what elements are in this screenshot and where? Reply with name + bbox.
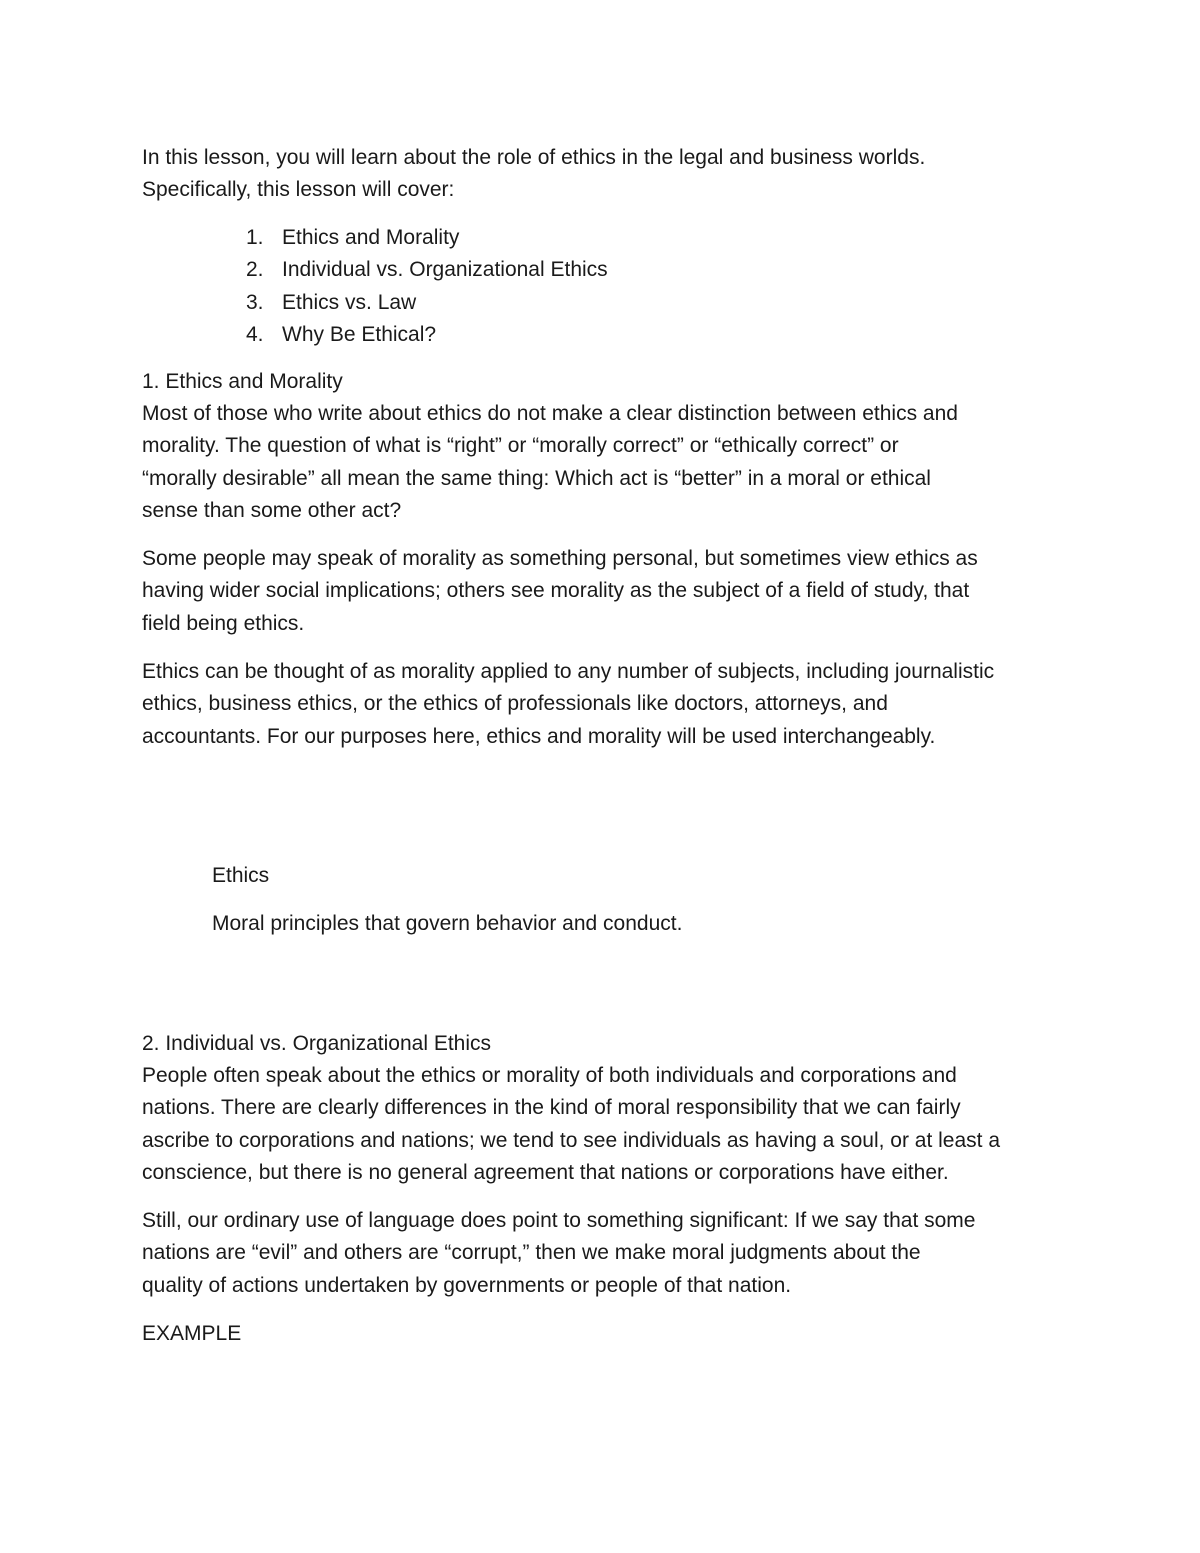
list-number: 3. (246, 290, 264, 314)
section-heading: 2. Individual vs. Organizational Ethics (142, 1032, 492, 1055)
list-number: 4. (246, 323, 264, 347)
paragraph-line: nations. There are clearly differences in the kind of moral responsibility that we can fairly (142, 1096, 961, 1120)
paragraph (142, 543, 1072, 640)
lesson-outline-list (246, 222, 608, 352)
paragraph-line: ascribe to corporations and nations; we tend to see individuals as having a soul, or at least a (142, 1128, 1001, 1152)
intro-line: Specifically, this lesson will cover: (142, 178, 455, 202)
example-label: EXAMPLE (142, 1322, 242, 1345)
paragraph (142, 656, 1072, 753)
section-heading: 1. Ethics and Morality (142, 370, 343, 393)
paragraph-line: sense than some other act? (142, 499, 402, 523)
list-item (246, 254, 608, 286)
paragraph-line: ethics, business ethics, or the ethics of professionals like doctors, attorneys, and (142, 692, 888, 716)
definition-term: Ethics (212, 864, 270, 887)
paragraph (142, 398, 1072, 528)
paragraph-line: nations are “evil” and others are “corrupt,” then we make moral judgments about the (142, 1241, 921, 1265)
paragraph-line: quality of actions undertaken by governments or people of that nation. (142, 1273, 792, 1297)
list-item (246, 319, 608, 351)
paragraph-line: accountants. For our purposes here, ethics and morality will be used interchangeably. (142, 724, 936, 748)
list-item (246, 287, 608, 319)
paragraph-line: conscience, but there is no general agreement that nations or corporations have either. (142, 1161, 949, 1185)
paragraph-line: Still, our ordinary use of language does point to something significant: If we say that some (142, 1209, 976, 1232)
definition-text: Moral principles that govern behavior and conduct. (212, 912, 683, 935)
list-number: 1. (246, 226, 264, 249)
list-number: 2. (246, 258, 264, 282)
paragraph-line: Some people may speak of morality as something personal, but sometimes view ethics as (142, 547, 978, 570)
paragraph-line: morality. The question of what is “right” or “morally correct” or “ethically correct” or (142, 434, 899, 458)
paragraph-line: field being ethics. (142, 611, 305, 635)
paragraph (142, 1205, 1072, 1302)
paragraph-line: Ethics can be thought of as morality applied to any number of subjects, including journalistic (142, 660, 995, 683)
list-item-label: Ethics vs. Law (282, 290, 417, 314)
paragraph-line: “morally desirable” all mean the same thing: Which act is “better” in a moral or ethical (142, 466, 931, 490)
list-item (246, 222, 608, 254)
list-item-label: Why Be Ethical? (282, 323, 437, 347)
intro-line: In this lesson, you will learn about the role of ethics in the legal and business worlds. (142, 146, 926, 169)
list-item-label: Ethics and Morality (282, 226, 460, 249)
paragraph-line: People often speak about the ethics or morality of both individuals and corporations and (142, 1064, 957, 1087)
paragraph (142, 1060, 1072, 1190)
intro-paragraph (142, 142, 1072, 207)
list-item-label: Individual vs. Organizational Ethics (282, 258, 608, 282)
paragraph-line: Most of those who write about ethics do not make a clear distinction between ethics and (142, 402, 958, 425)
paragraph-line: having wider social implications; others see morality as the subject of a field of study, that (142, 579, 970, 603)
